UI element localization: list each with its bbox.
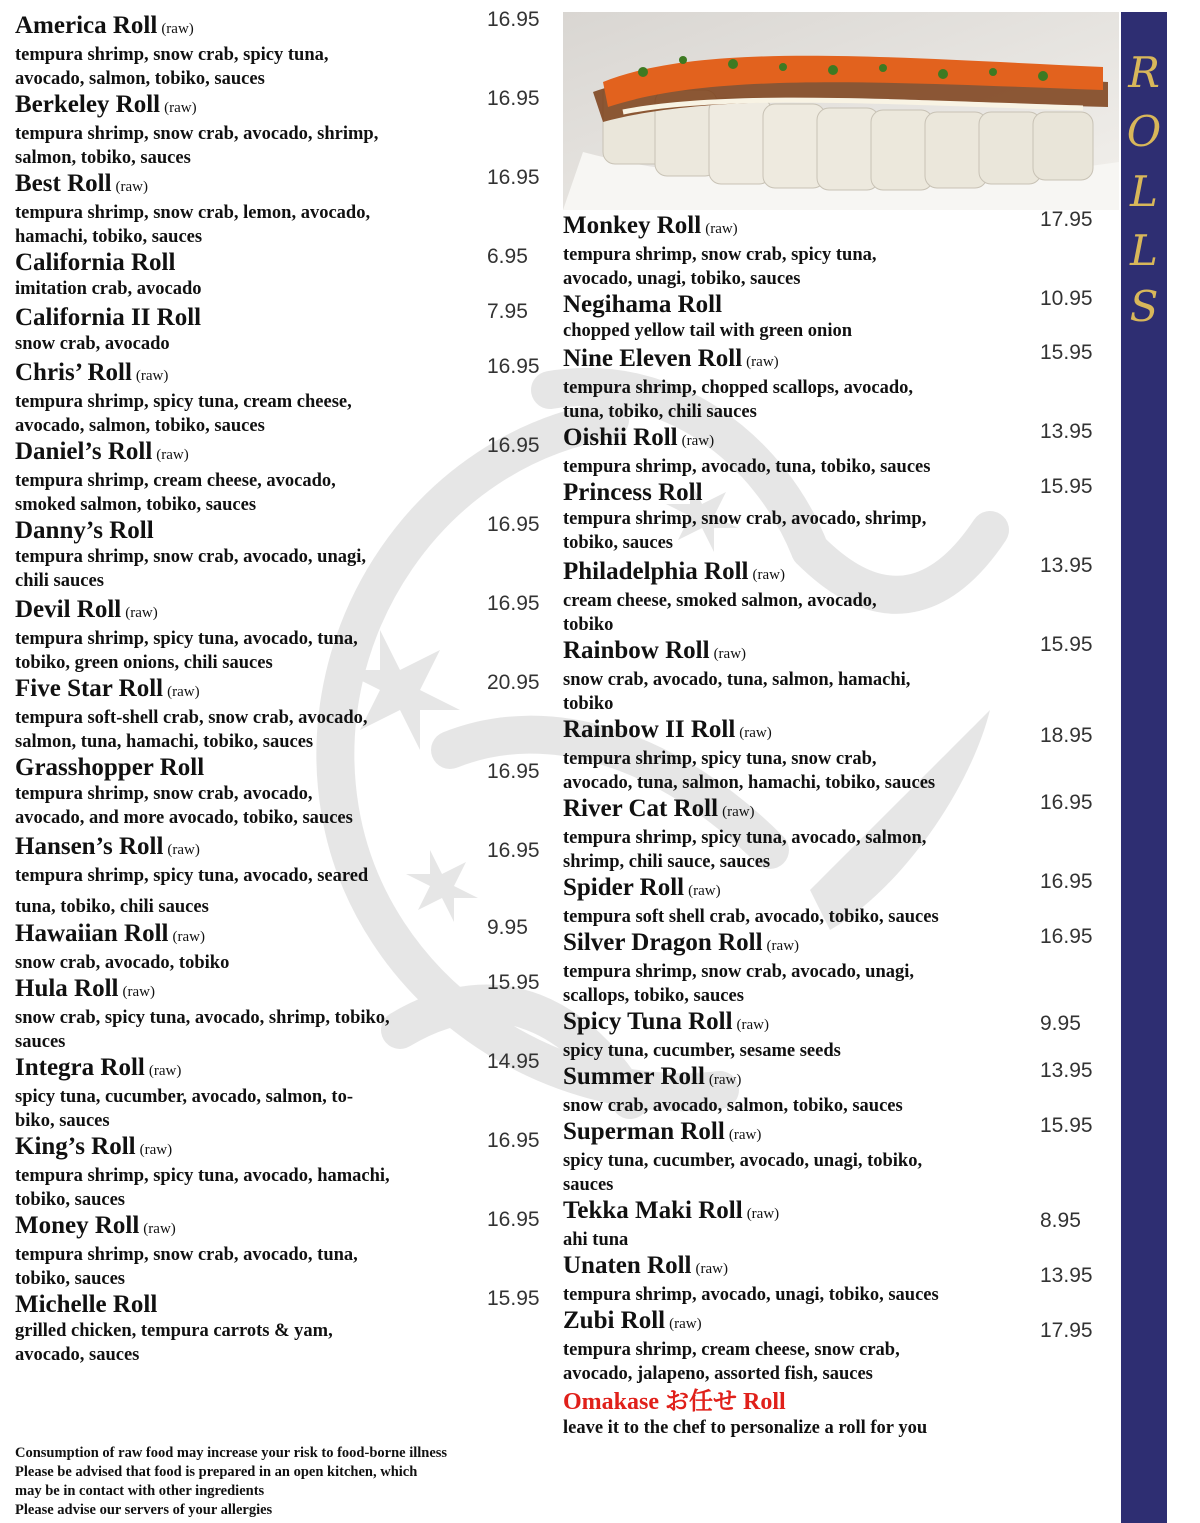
menu-item-name-line — [563, 558, 1108, 589]
menu-item-description: tempura soft shell crab, avocado, tobiko, sauces — [563, 907, 939, 927]
menu-item-price: 13.95 — [1040, 554, 1093, 577]
menu-item-name-line — [15, 12, 555, 43]
menu-item-description: tempura shrimp, snow crab, avocado, shrimp, — [15, 124, 379, 144]
menu-item-name: California II Roll — [15, 304, 202, 331]
menu-item-name-line — [563, 929, 1108, 960]
menu-item-name-line — [15, 438, 555, 469]
menu-item-name: Hansen’s Roll — [15, 833, 164, 860]
menu-item — [15, 1050, 555, 1133]
menu-item-name-line — [563, 637, 1108, 668]
menu-item-name: Tekka Maki Roll — [563, 1197, 743, 1224]
menu-item — [563, 1252, 1108, 1307]
menu-item — [15, 245, 555, 301]
raw-tag: (raw) — [172, 929, 205, 945]
menu-item-name: Danny’s Roll — [15, 517, 154, 544]
menu-item-name-line — [15, 1291, 555, 1319]
menu-item — [15, 592, 555, 675]
menu-item-name-line — [563, 1307, 1108, 1338]
menu-item-price: 16.95 — [487, 166, 540, 189]
menu-item — [15, 754, 555, 830]
menu-item-price: 16.95 — [487, 760, 540, 783]
menu-item-name-line — [15, 517, 555, 545]
menu-item-name-line — [15, 1054, 555, 1085]
menu-item-description: avocado, sauces — [15, 1345, 140, 1365]
menu-item-description: tempura shrimp, chopped scallops, avocado, — [563, 378, 913, 398]
menu-item-description: snow crab, avocado, tuna, salmon, hamachi, — [563, 670, 911, 690]
menu-item-description: avocado, tuna, salmon, hamachi, tobiko, sauces — [563, 773, 936, 793]
menu-item-name-line — [15, 1133, 555, 1164]
raw-tag: (raw) — [739, 725, 772, 741]
menu-item-description: ahi tuna — [563, 1230, 629, 1250]
menu-item-description: tobiko, sauces — [15, 1190, 125, 1210]
raw-tag: (raw) — [161, 21, 194, 37]
menu-item-description: chili sauces — [15, 571, 104, 591]
menu-item-description: tempura shrimp, avocado, unagi, tobiko, sauces — [563, 1285, 939, 1305]
menu-item — [15, 513, 555, 593]
menu-item-price: 13.95 — [1040, 1059, 1093, 1082]
menu-item-description: hamachi, tobiko, sauces — [15, 227, 203, 247]
disclaimer-line: may be in contact with other ingredients — [15, 1483, 265, 1499]
menu-item-name-line — [15, 975, 555, 1006]
menu-item — [563, 208, 1108, 291]
menu-item-name-line — [563, 1063, 1108, 1094]
menu-item-price: 15.95 — [1040, 341, 1093, 364]
raw-tag: (raw) — [766, 938, 800, 954]
menu-item-name-line — [563, 1118, 1108, 1149]
menu-item-description: tempura shrimp, spicy tuna, avocado, salmon, — [563, 828, 927, 848]
raw-tag: (raw) — [135, 368, 169, 384]
menu-item — [563, 925, 1108, 1008]
menu-item-name: Integra Roll — [15, 1054, 145, 1081]
menu-item — [563, 791, 1108, 874]
menu-item-description: spicy tuna, cucumber, avocado, unagi, tobiko, — [563, 1151, 923, 1171]
raw-tag: (raw) — [156, 447, 189, 463]
menu-item-description: tempura shrimp, snow crab, avocado, unagi, — [15, 547, 367, 567]
menu-item-price: 16.95 — [487, 8, 540, 31]
raw-tag: (raw) — [167, 842, 200, 858]
disclaimer-line: Please be advised that food is prepared in an open kitchen, which — [15, 1464, 418, 1480]
menu-item-description: tempura shrimp, avocado, tuna, tobiko, sauces — [563, 457, 931, 477]
menu-item-name-line — [563, 1008, 1108, 1039]
raw-tag: (raw) — [713, 646, 747, 662]
menu-item-price: 15.95 — [487, 971, 540, 994]
menu-item-name: Oishii Roll — [563, 424, 678, 451]
menu-item — [15, 87, 555, 170]
menu-item-price: 16.95 — [487, 513, 540, 536]
menu-item-description: tempura shrimp, cream cheese, avocado, — [15, 471, 336, 491]
menu-item-description: cream cheese, smoked salmon, avocado, — [563, 591, 877, 611]
menu-item-name: California Roll — [15, 249, 176, 276]
menu-item-price: 20.95 — [487, 671, 540, 694]
menu-item-price: 16.95 — [1040, 925, 1093, 948]
menu-item-description: biko, sauces — [15, 1111, 110, 1131]
menu-item-name: Silver Dragon Roll — [563, 929, 763, 956]
menu-item — [15, 166, 555, 249]
raw-tag: (raw) — [164, 100, 197, 116]
menu-item-price: 16.95 — [1040, 791, 1093, 814]
menu-item-description: avocado, salmon, tobiko, sauces — [15, 69, 265, 89]
omakase-item — [563, 1388, 1108, 1440]
menu-item-description: avocado, and more avocado, tobiko, sauces — [15, 808, 353, 828]
sushi-roll-photo — [563, 12, 1119, 210]
omakase-description: leave it to the chef to personalize a roll for you — [563, 1418, 928, 1438]
menu-item — [563, 870, 1108, 929]
menu-item-description: snow crab, avocado, tobiko — [15, 953, 230, 973]
menu-item-name: Daniel’s Roll — [15, 438, 153, 465]
menu-item — [563, 554, 1108, 637]
menu-item-name-line — [15, 754, 555, 782]
menu-item-name-line — [563, 424, 1108, 455]
menu-item — [563, 633, 1108, 716]
menu-item-price: 16.95 — [487, 355, 540, 378]
menu-item-price: 16.95 — [487, 839, 540, 862]
menu-item-price: 6.95 — [487, 245, 528, 268]
menu-item-description: tempura shrimp, spicy tuna, avocado, hamachi, — [15, 1166, 390, 1186]
menu-item-name-line — [15, 833, 555, 864]
menu-item — [15, 1208, 555, 1291]
menu-item — [563, 420, 1108, 479]
menu-item-price: 15.95 — [487, 1287, 540, 1310]
raw-tag: (raw) — [746, 354, 779, 370]
menu-item-name: Summer Roll — [563, 1063, 705, 1090]
menu-item-name: Hula Roll — [15, 975, 119, 1002]
menu-item-name: Monkey Roll — [563, 212, 702, 239]
menu-item-description: salmon, tobiko, sauces — [15, 148, 191, 168]
raw-tag: (raw) — [148, 1063, 182, 1079]
raw-tag: (raw) — [722, 804, 755, 820]
raw-tag: (raw) — [669, 1316, 702, 1332]
raw-tag: (raw) — [681, 433, 715, 449]
menu-item — [563, 475, 1108, 555]
menu-item-name-line — [563, 1252, 1108, 1283]
menu-item-price: 17.95 — [1040, 208, 1093, 231]
menu-item-description: tempura shrimp, snow crab, avocado, shrimp, — [563, 509, 927, 529]
menu-item-description: smoked salmon, tobiko, sauces — [15, 495, 257, 515]
menu-item-price: 16.95 — [1040, 870, 1093, 893]
raw-tag: (raw) — [736, 1017, 770, 1033]
menu-item-name: Best Roll — [15, 170, 112, 197]
sidebar-letter: L — [1130, 167, 1158, 216]
menu-item-description: avocado, salmon, tobiko, sauces — [15, 416, 265, 436]
raw-tag: (raw) — [705, 221, 738, 237]
menu-item — [15, 8, 555, 91]
menu-item-description: sauces — [15, 1032, 66, 1052]
menu-item-name: Negihama Roll — [563, 291, 723, 318]
menu-item-price: 10.95 — [1040, 287, 1093, 310]
menu-item-price: 13.95 — [1040, 420, 1093, 443]
menu-item-description: tuna, tobiko, chili sauces — [15, 897, 209, 917]
menu-item-name: America Roll — [15, 12, 158, 39]
menu-item — [15, 1129, 555, 1212]
menu-item — [15, 355, 555, 438]
menu-item-name: Spider Roll — [563, 874, 685, 901]
menu-item-price: 17.95 — [1040, 1319, 1093, 1342]
menu-item-name: Berkeley Roll — [15, 91, 161, 118]
menu-item-name-line — [15, 304, 555, 332]
menu-item-description: tempura shrimp, snow crab, avocado, — [15, 784, 313, 804]
menu-item-name: Money Roll — [15, 1212, 140, 1239]
menu-item-description: shrimp, chili sauce, sauces — [563, 852, 771, 872]
sidebar-letter: L — [1130, 226, 1158, 275]
menu-item-description: salmon, tuna, hamachi, tobiko, sauces — [15, 732, 314, 752]
menu-item-name: Zubi Roll — [563, 1307, 666, 1334]
menu-item-price: 16.95 — [487, 592, 540, 615]
menu-item-description: avocado, jalapeno, assorted fish, sauces — [563, 1364, 873, 1384]
menu-item-description: tempura shrimp, snow crab, spicy tuna, — [563, 245, 877, 265]
menu-item — [563, 1008, 1108, 1063]
raw-tag: (raw) — [752, 567, 785, 583]
sushi-roll-image — [563, 12, 1119, 210]
menu-item-name-line — [15, 170, 555, 201]
raw-tag: (raw) — [125, 605, 158, 621]
menu-item-price: 14.95 — [487, 1050, 540, 1073]
sidebar-letter: S — [1129, 282, 1159, 331]
rolls-sidebar — [1121, 12, 1167, 1523]
menu-item-price: 16.95 — [487, 1208, 540, 1231]
sidebar-letter: O — [1126, 107, 1162, 156]
menu-item-name-line — [15, 675, 555, 706]
menu-item-description: chopped yellow tail with green onion — [563, 321, 852, 341]
menu-item — [563, 287, 1108, 343]
menu-item-description: tempura soft-shell crab, snow crab, avocado, — [15, 708, 368, 728]
menu-item-description: tuna, tobiko, chili sauces — [563, 402, 757, 422]
menu-item — [563, 341, 1108, 424]
raw-tag: (raw) — [115, 179, 149, 195]
menu-item-price: 8.95 — [1040, 1209, 1081, 1232]
menu-item-description: imitation crab, avocado — [15, 279, 202, 299]
menu-item-price: 16.95 — [487, 87, 540, 110]
menu-item-description: tobiko, green onions, chili sauces — [15, 653, 273, 673]
menu-item-name: Rainbow Roll — [563, 637, 710, 664]
menu-item — [15, 671, 555, 754]
raw-tag: (raw) — [167, 684, 200, 700]
menu-item-description: tobiko — [563, 694, 614, 714]
menu-item-description: sauces — [563, 1175, 614, 1195]
menu-item-name: Nine Eleven Roll — [563, 345, 743, 372]
menu-item-name: Unaten Roll — [563, 1252, 692, 1279]
raw-tag: (raw) — [139, 1142, 173, 1158]
menu-item-name-line — [563, 479, 1108, 507]
menu-item-price: 13.95 — [1040, 1264, 1093, 1287]
sidebar-letter: R — [1128, 48, 1160, 97]
menu-item-name-line — [15, 920, 555, 951]
menu-item-name: River Cat Roll — [563, 795, 719, 822]
menu-item — [563, 1114, 1108, 1197]
menu-item-description: tempura shrimp, spicy tuna, avocado, seared — [15, 866, 369, 886]
raw-tag: (raw) — [688, 883, 721, 899]
menu-item-description: tempura shrimp, snow crab, spicy tuna, — [15, 45, 329, 65]
menu-item-description: scallops, tobiko, sauces — [563, 986, 744, 1006]
menu-item-name-line — [563, 345, 1108, 376]
menu-item-description: avocado, unagi, tobiko, sauces — [563, 269, 801, 289]
menu-item — [15, 434, 555, 517]
menu-item — [563, 1307, 1108, 1386]
menu-item-name: Superman Roll — [563, 1118, 725, 1145]
menu-item-name-line — [15, 359, 555, 390]
menu-item-name: Spicy Tuna Roll — [563, 1008, 733, 1035]
raw-tag: (raw) — [122, 984, 155, 1000]
menu-item-description: tempura shrimp, spicy tuna, cream cheese, — [15, 392, 352, 412]
menu-item-price: 15.95 — [1040, 633, 1093, 656]
menu-item — [15, 916, 555, 975]
menu-item-description: spicy tuna, cucumber, sesame seeds — [563, 1041, 841, 1061]
raw-tag: (raw) — [708, 1072, 742, 1088]
menu-item-name-line — [563, 1197, 1108, 1228]
menu-item — [15, 833, 555, 919]
menu-item-name-line — [563, 291, 1108, 319]
menu-item-name-line — [563, 874, 1108, 905]
menu-item — [563, 1059, 1108, 1118]
menu-item-description: tempura shrimp, spicy tuna, avocado, tuna, — [15, 629, 358, 649]
menu-item-name: Philadelphia Roll — [563, 558, 749, 585]
disclaimer-line: Consumption of raw food may increase your risk to food-borne illness — [15, 1445, 448, 1461]
raw-tag: (raw) — [728, 1127, 762, 1143]
raw-tag: (raw) — [695, 1261, 728, 1277]
menu-item-price: 15.95 — [1040, 1114, 1093, 1137]
menu-item-name: Grasshopper Roll — [15, 754, 205, 781]
menu-item-name: Michelle Roll — [15, 1291, 158, 1318]
raw-tag: (raw) — [143, 1221, 176, 1237]
menu-item — [15, 971, 555, 1054]
menu-item-name: King’s Roll — [15, 1133, 136, 1160]
raw-tag: (raw) — [746, 1206, 780, 1222]
menu-item-name: Hawaiian Roll — [15, 920, 169, 947]
disclaimer-line: Please advise our servers of your allergies — [15, 1502, 273, 1518]
menu-item-price: 15.95 — [1040, 475, 1093, 498]
menu-item-name: Princess Roll — [563, 479, 703, 506]
menu-item-description: snow crab, avocado — [15, 334, 170, 354]
menu-item-price: 9.95 — [487, 916, 528, 939]
menu-item-name-line — [15, 91, 555, 122]
menu-item-description: tobiko — [563, 615, 614, 635]
menu-item-description: snow crab, spicy tuna, avocado, shrimp, tobiko, — [15, 1008, 390, 1028]
menu-item-description: snow crab, avocado, salmon, tobiko, sauces — [563, 1096, 903, 1116]
menu-item-price: 18.95 — [1040, 724, 1093, 747]
allergy-disclaimer — [15, 1444, 535, 1520]
menu-item-description: tobiko, sauces — [15, 1269, 125, 1289]
menu-item-name: Chris’ Roll — [15, 359, 132, 386]
menu-item-name-line — [563, 212, 1108, 243]
menu-item-name: Rainbow II Roll — [563, 716, 736, 743]
menu-item — [563, 716, 1108, 795]
menu-item-price: 16.95 — [487, 434, 540, 457]
menu-item — [15, 300, 555, 356]
menu-item-description: tobiko, sauces — [563, 533, 673, 553]
menu-item-name-line — [563, 716, 1108, 747]
menu-item-description: tempura shrimp, spicy tuna, snow crab, — [563, 749, 877, 769]
menu-item-description: tempura shrimp, snow crab, avocado, unagi, — [563, 962, 915, 982]
menu-item — [563, 1197, 1108, 1252]
menu-item-description: grilled chicken, tempura carrots & yam, — [15, 1321, 333, 1341]
menu-item-description: spicy tuna, cucumber, avocado, salmon, to- — [15, 1087, 353, 1107]
menu-item-description: tempura shrimp, cream cheese, snow crab, — [563, 1340, 900, 1360]
menu-item-name-line — [15, 249, 555, 277]
menu-item-name-line — [15, 1212, 555, 1243]
menu-item-name: Five Star Roll — [15, 675, 164, 702]
menu-item-description: tempura shrimp, snow crab, avocado, tuna, — [15, 1245, 358, 1265]
menu-item-price: 9.95 — [1040, 1012, 1081, 1035]
menu-item — [15, 1287, 555, 1367]
menu-item-name-line — [563, 795, 1108, 826]
menu-item-price: 7.95 — [487, 300, 528, 323]
menu-item-description: tempura shrimp, snow crab, lemon, avocado, — [15, 203, 371, 223]
menu-item-name-line — [15, 596, 555, 627]
menu-item-name: Devil Roll — [15, 596, 122, 623]
omakase-name: Omakase お任せ Roll — [563, 1389, 786, 1415]
menu-item-price: 16.95 — [487, 1129, 540, 1152]
